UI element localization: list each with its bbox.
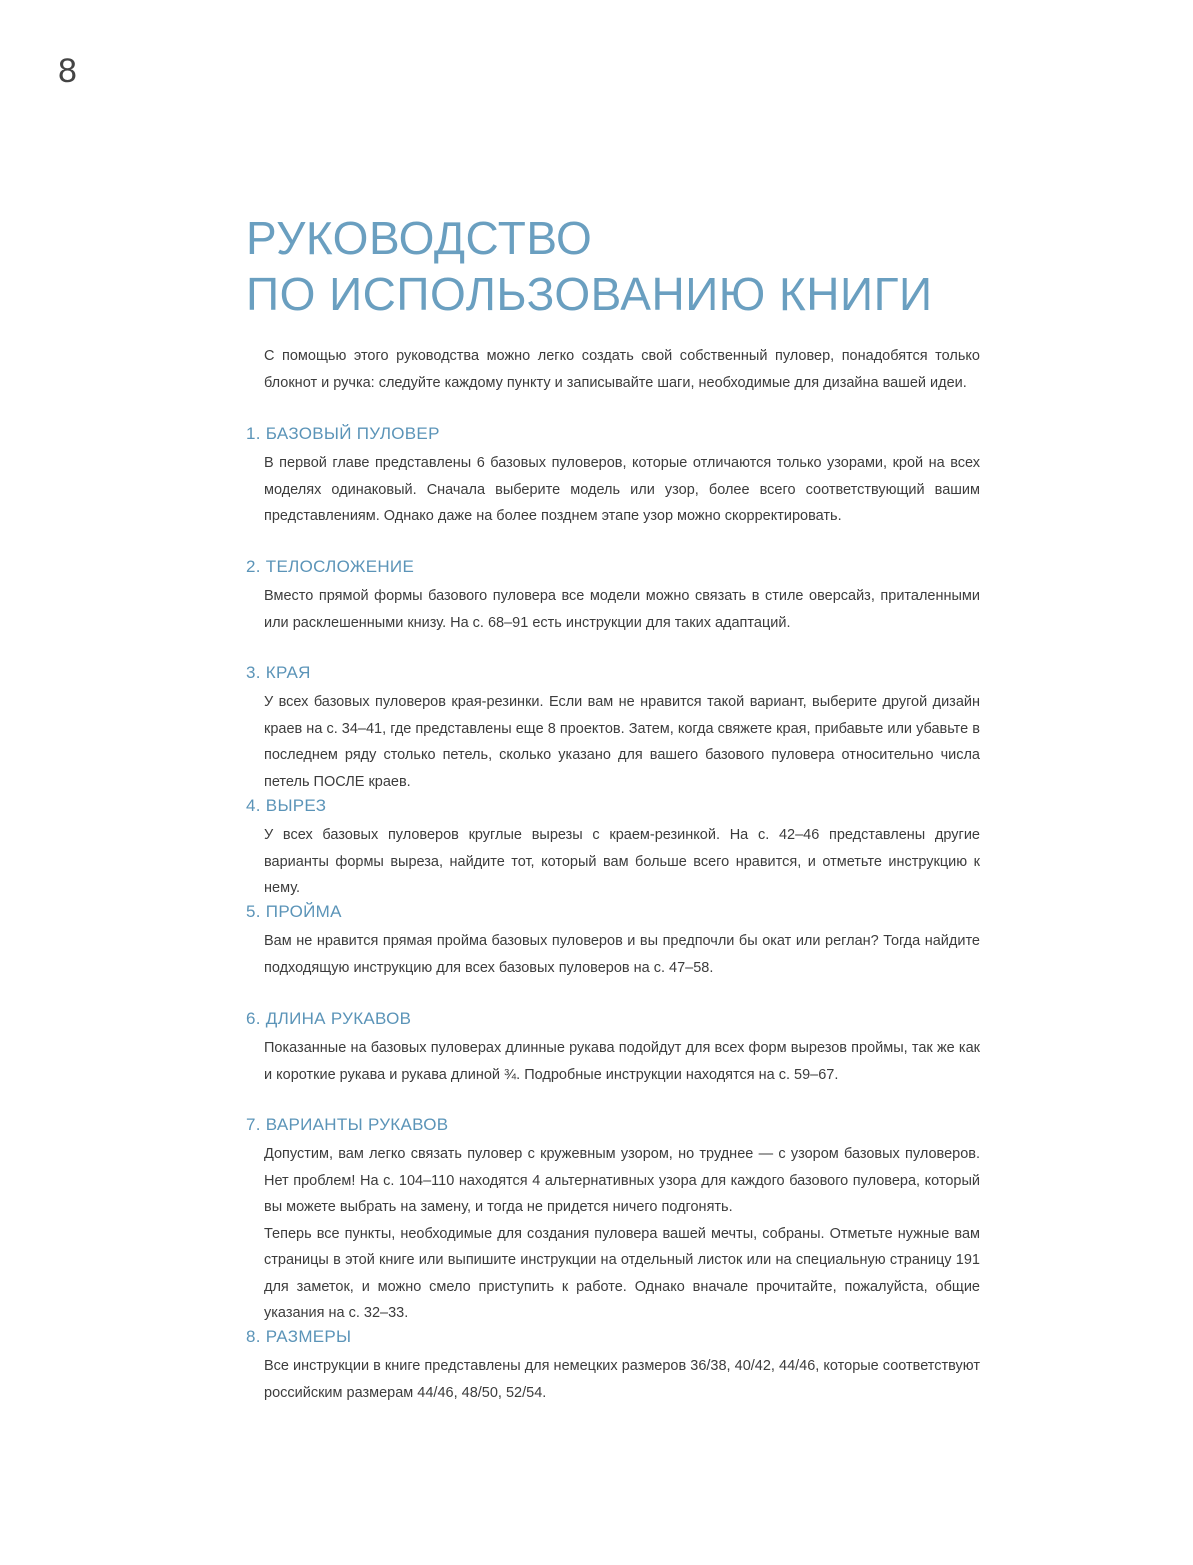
section-basic-pullover [246,422,980,530]
section-armhole [246,900,980,981]
section-heading: 6. ДЛИНА РУКАВОВ [246,1009,412,1028]
section-text: У всех базовых пуловеров края-резинки. Если вам не нравится такой вариант, выберите другой дизайн краев на с. 34–41, где представлены еще 8 проектов. Затем, когда свяжете края, прибавьте или убавьте в последнем ряду столько петель, сколько указано для вашего базового пуловера относительно числа петель ПОСЛЕ краев. [264,694,980,790]
section-text: У всех базовых пуловеров круглые вырезы с краем-резинкой. На с. 42–46 представлены другие варианты формы выреза, найдите тот, который вам больше всего нравится, и отметьте инструкцию к нему. [264,827,980,896]
section-body-shape [246,555,980,636]
section-heading: 2. ТЕЛОСЛОЖЕНИЕ [246,557,415,576]
page-title-line-2: ПО ИСПОЛЬЗОВАНИЮ КНИГИ [246,268,933,320]
section-heading: 4. ВЫРЕЗ [246,796,327,815]
page-title-line-1: РУКОВОДСТВО [246,212,593,264]
section-sleeve-length [246,1007,980,1088]
section-sleeve-variants [246,1113,980,1327]
section-text: Показанные на базовых пуловерах длинные рукава подойдут для всех форм вырезов проймы, так же как и короткие рукава и рукава длиной ¾. Подробные инструкции находятся на с. 59–67. [264,1040,980,1083]
intro-paragraph: С помощью этого руководства можно легко создать свой собственный пуловер, понадобятся только блокнот и ручка: следуйте каждому пункту и записывайте шаги, необходимые для дизайна вашей идеи. [264,348,980,391]
section-text: Все инструкции в книге представлены для немецких размеров 36/38, 40/42, 44/46, которые соответствуют российским размерам 44/46, 48/50, 52/54. [264,1358,980,1401]
page-title [246,210,1046,322]
section-text: Вам не нравится прямая пройма базовых пуловеров и вы предпочли бы окат или реглан? Тогда найдите подходящую инструкцию для всех базовых пуловеров на с. 47–58. [264,933,980,976]
section-text: Теперь все пункты, необходимые для создания пуловера вашей мечты, собраны. Отметьте нужные вам страницы в этой книге или выпишите инструкции на отдельный листок или на специальную страницу 191 для заметок, и можно смело приступить к работе. Однако вначале прочитайте, пожалуйста, общие указания на с. 32–33. [264,1225,980,1321]
section-sizes [246,1325,980,1406]
section-edges [246,661,980,795]
section-heading: 1. БАЗОВЫЙ ПУЛОВЕР [246,424,440,443]
section-heading: 7. ВАРИАНТЫ РУКАВОВ [246,1115,449,1134]
page-number: 8 [58,52,77,90]
section-text: В первой главе представлены 6 базовых пуловеров, которые отличаются только узорами, крой на всех моделях одинаковый. Сначала выберите модель или узор, более всего соответствующий вашим представлениям. Однако даже на более позднем этапе узор можно скорректировать. [264,455,980,524]
section-text: Вместо прямой формы базового пуловера все модели можно связать в стиле оверсайз, приталенными или расклешенными книзу. На с. 68–91 есть инструкции для таких адаптаций. [264,588,980,631]
section-heading: 3. КРАЯ [246,663,311,682]
section-heading: 5. ПРОЙМА [246,902,342,921]
section-text: Допустим, вам легко связать пуловер с кружевным узором, но труднее — с узором базовых пуловеров. Нет проблем! На с. 104–110 находятся 4 альтернативных узора для каждого базового пуловера, который вы можете выбрать на замену, и тогда не придется ничего подгонять. [264,1146,980,1215]
section-neckline [246,794,980,902]
section-heading: 8. РАЗМЕРЫ [246,1327,352,1346]
